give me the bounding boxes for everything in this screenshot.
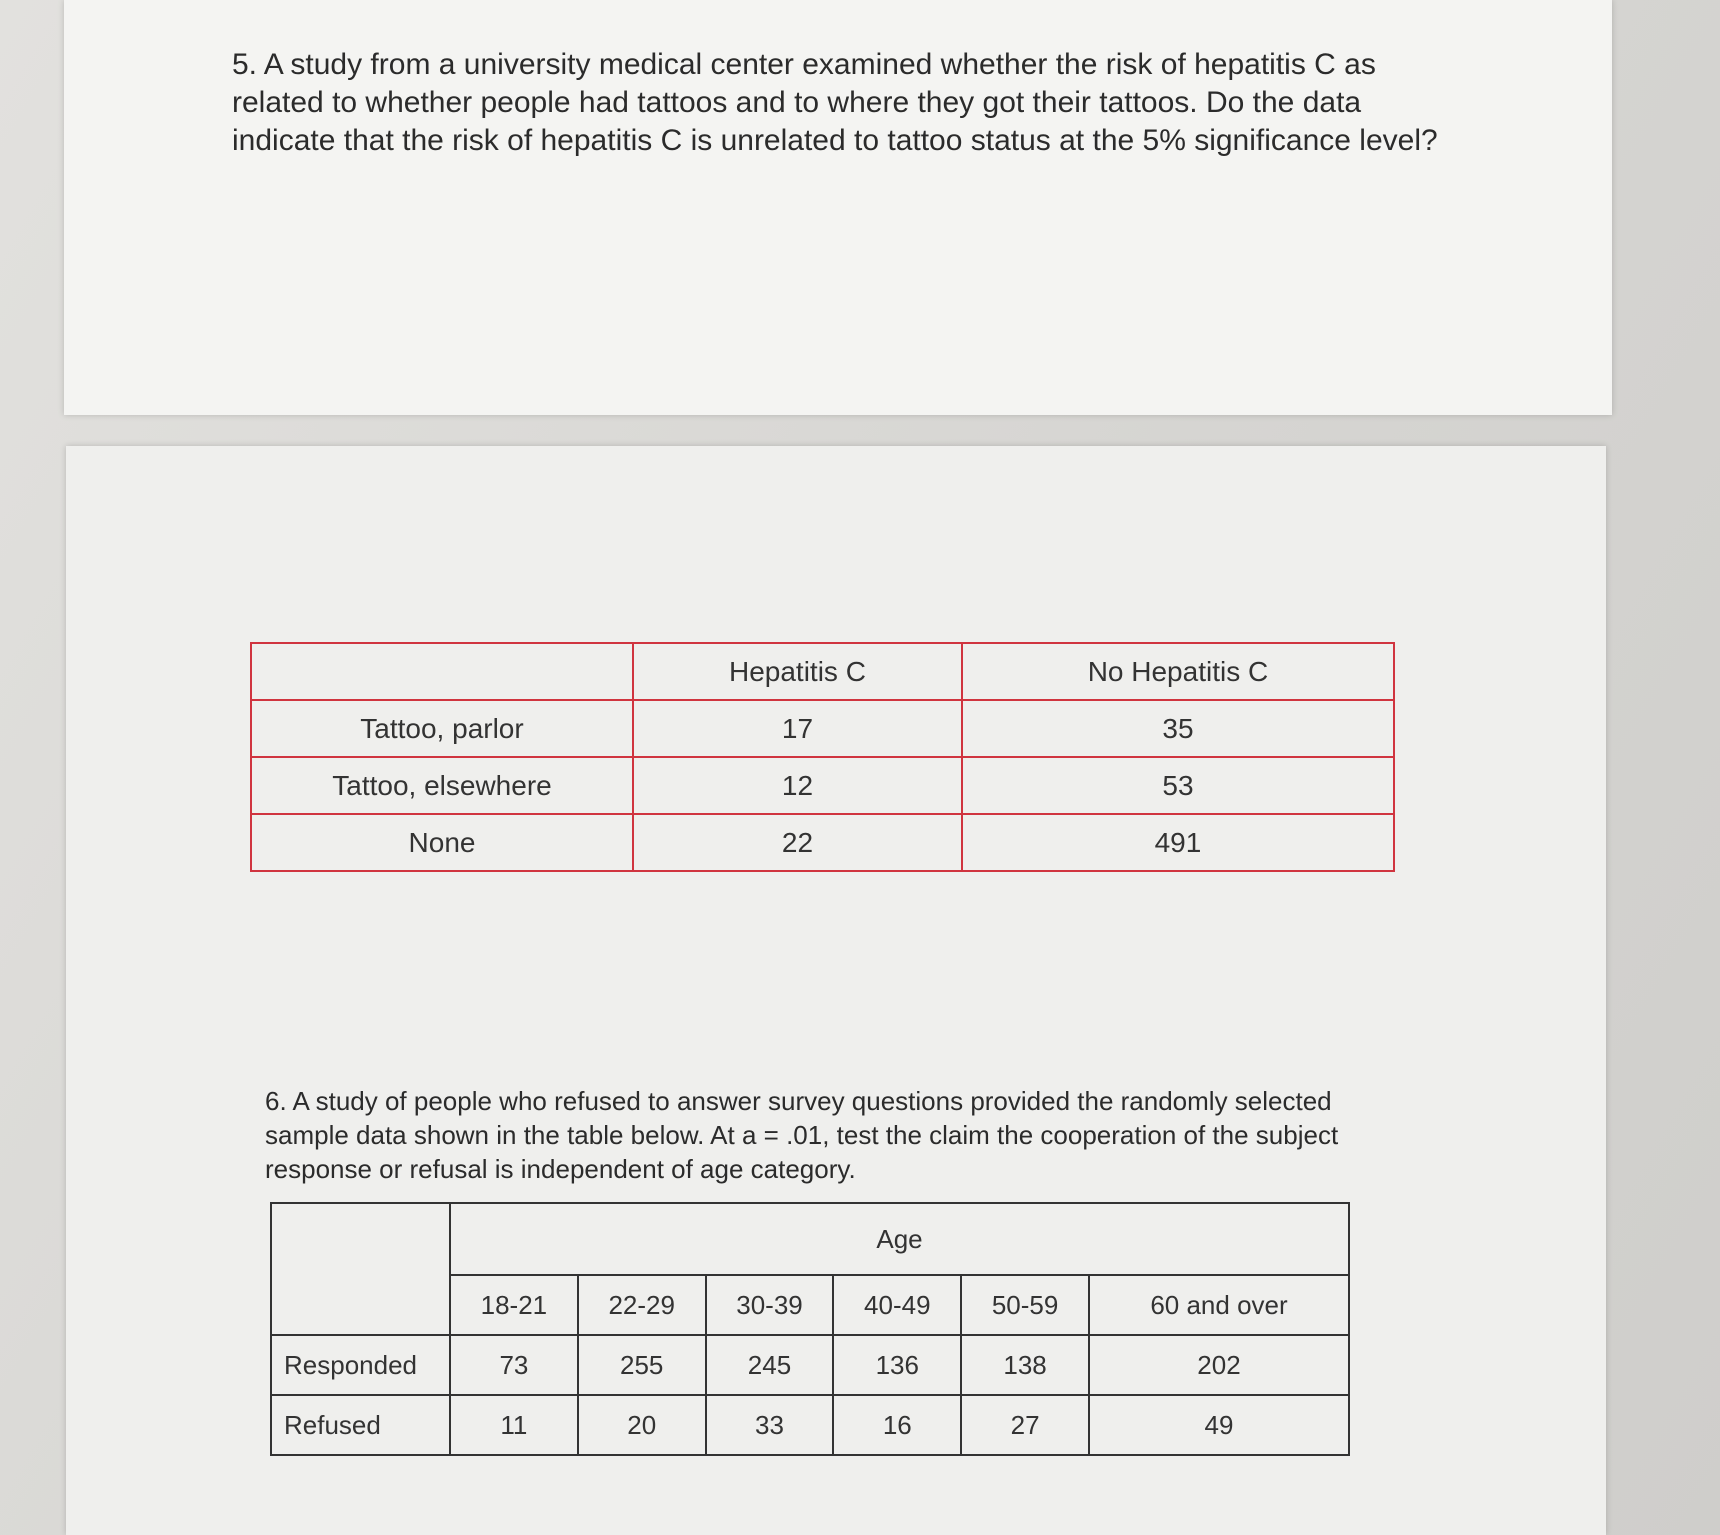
age-group-header-row (271, 1203, 1349, 1275)
table-cell: 16 (833, 1395, 961, 1455)
row-label-tattoo-elsewhere: Tattoo, elsewhere (251, 757, 633, 814)
hepatitis-table (250, 642, 1395, 872)
table-cell: 491 (962, 814, 1394, 871)
header-empty-cell (251, 643, 633, 700)
table-cell: 33 (706, 1395, 834, 1455)
corner-empty-cell (271, 1203, 450, 1335)
header-hepatitis-c: Hepatitis C (633, 643, 962, 700)
table-cell: 11 (450, 1395, 578, 1455)
table-cell: 22 (633, 814, 962, 871)
table-row (251, 757, 1394, 814)
header-no-hepatitis-c: No Hepatitis C (962, 643, 1394, 700)
table-cell: 73 (450, 1335, 578, 1395)
age-category-50-59: 50-59 (961, 1275, 1089, 1335)
table-row (271, 1395, 1349, 1455)
table-cell: 245 (706, 1335, 834, 1395)
question-5-text: 5. A study from a university medical center examined whether the risk of hepatitis C as related to whether people had tattoos and to where they got their tattoos. Do the data indicate that the risk of hepatitis C is unrelated to tattoo status at the 5% significance level? (232, 48, 1438, 157)
table-cell: 20 (578, 1395, 706, 1455)
table-row (251, 700, 1394, 757)
table-cell: 49 (1089, 1395, 1349, 1455)
table-cell: 202 (1089, 1335, 1349, 1395)
table-cell: 17 (633, 700, 962, 757)
table-row (271, 1335, 1349, 1395)
age-group-header: Age (450, 1203, 1349, 1275)
age-category-60-and-over: 60 and over (1089, 1275, 1349, 1335)
table-cell: 255 (578, 1335, 706, 1395)
question-6-text: 6. A study of people who refused to answer survey questions provided the randomly selected sample data shown in the table below. At a = .01, test the claim the cooperation of the subject response or refusal is independent of age category. (265, 1086, 1339, 1184)
table-cell: 53 (962, 757, 1394, 814)
row-label-tattoo-parlor: Tattoo, parlor (251, 700, 633, 757)
age-category-18-21: 18-21 (450, 1275, 578, 1335)
age-category-30-39: 30-39 (706, 1275, 834, 1335)
row-label-refused: Refused (271, 1395, 450, 1455)
row-label-none: None (251, 814, 633, 871)
table-cell: 27 (961, 1395, 1089, 1455)
table-cell: 12 (633, 757, 962, 814)
age-category-40-49: 40-49 (833, 1275, 961, 1335)
table-cell: 35 (962, 700, 1394, 757)
age-category-22-29: 22-29 (578, 1275, 706, 1335)
table-cell: 138 (961, 1335, 1089, 1395)
row-label-responded: Responded (271, 1335, 450, 1395)
table-row (251, 814, 1394, 871)
age-response-table (270, 1202, 1350, 1456)
table-header-row (251, 643, 1394, 700)
table-cell: 136 (833, 1335, 961, 1395)
